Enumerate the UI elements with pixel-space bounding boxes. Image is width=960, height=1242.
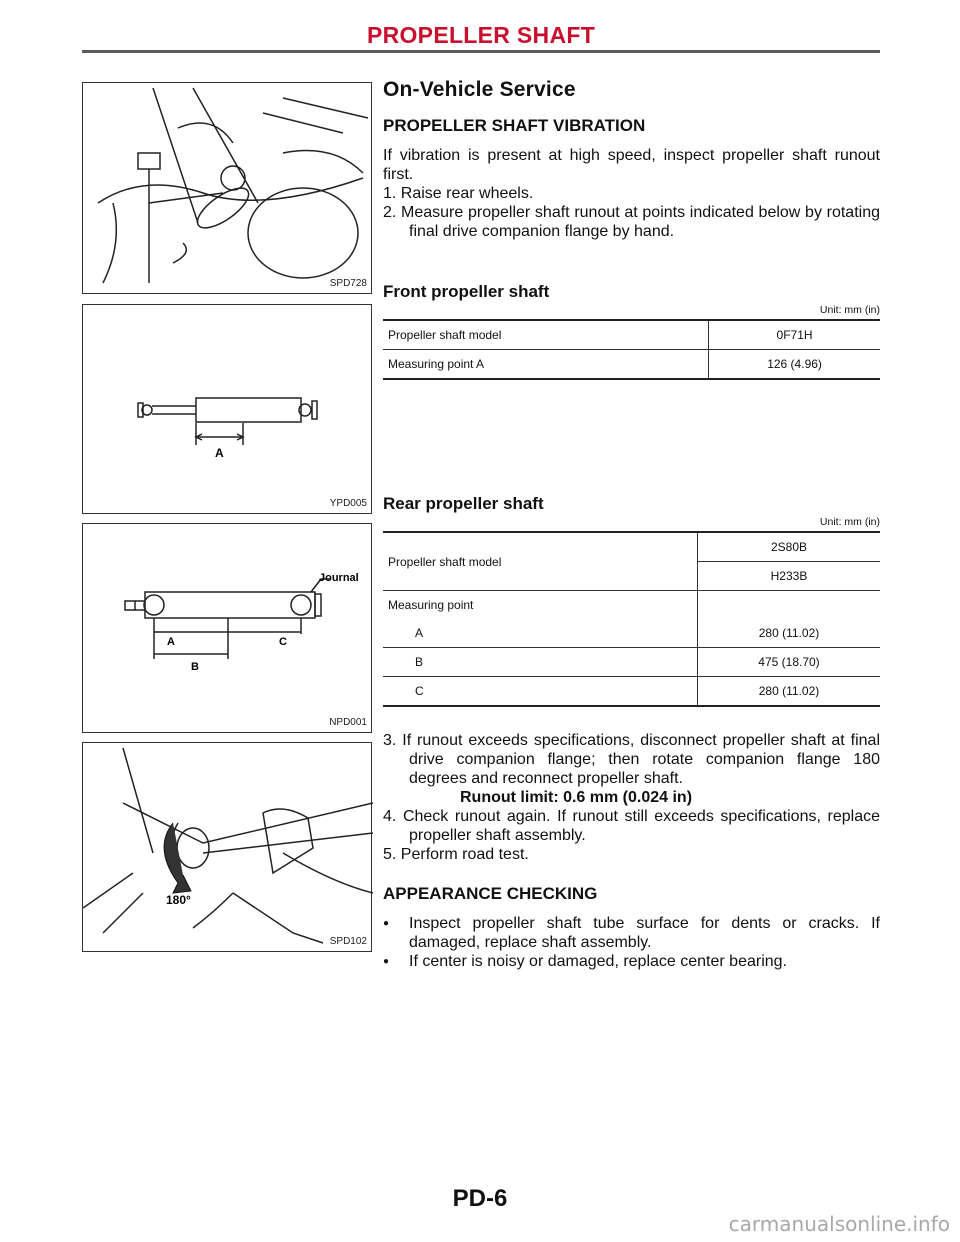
row-value: 475 (18.70) — [698, 648, 881, 677]
figure-rotate-flange-illustration — [83, 743, 373, 953]
label-journal: Journal — [319, 572, 359, 584]
row-value: 126 (4.96) — [709, 350, 880, 380]
appearance-heading: APPEARANCE CHECKING — [383, 884, 598, 903]
table-row — [383, 677, 880, 707]
figure-code: NPD001 — [329, 717, 367, 728]
watermark: carmanualsonline.info — [728, 1212, 950, 1236]
label-point-b: B — [191, 661, 199, 673]
row-label: Measuring point — [388, 598, 474, 612]
row-label: A — [415, 626, 424, 640]
row-label: Propeller shaft model — [383, 532, 698, 591]
row-value: 280 (11.02) — [698, 677, 881, 707]
row-label: C — [415, 684, 424, 698]
figure-code: YPD005 — [329, 498, 367, 509]
table-row — [383, 350, 880, 380]
list-item — [383, 952, 880, 971]
row-value — [698, 591, 881, 620]
label-point-a: A — [215, 446, 224, 460]
label-angle: 180° — [166, 893, 191, 907]
figure-rear-shaft-diagram — [83, 524, 373, 734]
bullet-icon: ● — [383, 956, 390, 967]
table-row — [383, 648, 880, 677]
step-3: 3. If runout exceeds specifications, disconnect propeller shaft at final drive companion flange; then rotate companion flange 180 degrees and reconnect propeller shaft. — [383, 732, 880, 787]
list-item-text: Inspect propeller shaft tube surface for dents or cracks. If damaged, replace shaft assembly. — [409, 915, 880, 951]
figure-runout-measurement — [82, 82, 372, 294]
table-row — [383, 320, 880, 350]
step-2: 2. Measure propeller shaft runout at points indicated below by rotating final drive companion flange by hand. — [383, 204, 880, 240]
figure-runout-illustration — [83, 83, 373, 295]
table-row — [383, 591, 880, 620]
page-header-title: PROPELLER SHAFT — [366, 22, 596, 48]
header-rule — [82, 50, 880, 53]
vibration-heading: PROPELLER SHAFT VIBRATION — [383, 116, 646, 135]
rear-spec-table — [383, 531, 880, 707]
figure-rotate-flange — [82, 742, 372, 952]
row-value: 280 (11.02) — [698, 619, 881, 648]
bullet-icon: ● — [383, 918, 390, 929]
table-row — [383, 619, 880, 648]
step-5: 5. Perform road test. — [383, 846, 529, 863]
runout-limit: Runout limit: 0.6 mm (0.024 in) — [460, 789, 693, 806]
rear-unit: Unit: mm (in) — [819, 516, 880, 528]
page-number: PD-6 — [452, 1185, 508, 1212]
list-item-text: If center is noisy or damaged, replace center bearing. — [409, 953, 787, 970]
row-value: 2S80B — [698, 532, 881, 562]
section-title: On-Vehicle Service — [383, 78, 576, 101]
main-content — [383, 78, 880, 971]
step-4: 4. Check runout again. If runout still exceeds specifications, replace propeller shaft assembly. — [383, 808, 880, 844]
front-shaft-heading: Front propeller shaft — [383, 282, 550, 301]
figure-front-shaft-diagram — [83, 305, 373, 515]
row-label: Measuring point A — [388, 357, 485, 371]
row-value: H233B — [698, 562, 881, 591]
label-point-a: A — [167, 636, 175, 648]
figure-rear-shaft — [82, 523, 372, 733]
vibration-intro: If vibration is present at high speed, inspect propeller shaft runout first. — [383, 147, 880, 183]
front-unit: Unit: mm (in) — [819, 304, 880, 316]
list-item — [383, 914, 880, 952]
rear-shaft-heading: Rear propeller shaft — [383, 494, 544, 513]
row-label: B — [415, 655, 424, 669]
figure-code: SPD728 — [329, 278, 367, 289]
front-spec-table — [383, 319, 880, 380]
label-point-c: C — [279, 636, 287, 648]
figure-code: SPD102 — [329, 936, 367, 947]
row-label: Propeller shaft model — [388, 328, 502, 342]
figure-front-shaft — [82, 304, 372, 514]
table-row — [383, 532, 880, 562]
row-value: 0F71H — [709, 320, 880, 350]
step-1: 1. Raise rear wheels. — [383, 185, 534, 202]
